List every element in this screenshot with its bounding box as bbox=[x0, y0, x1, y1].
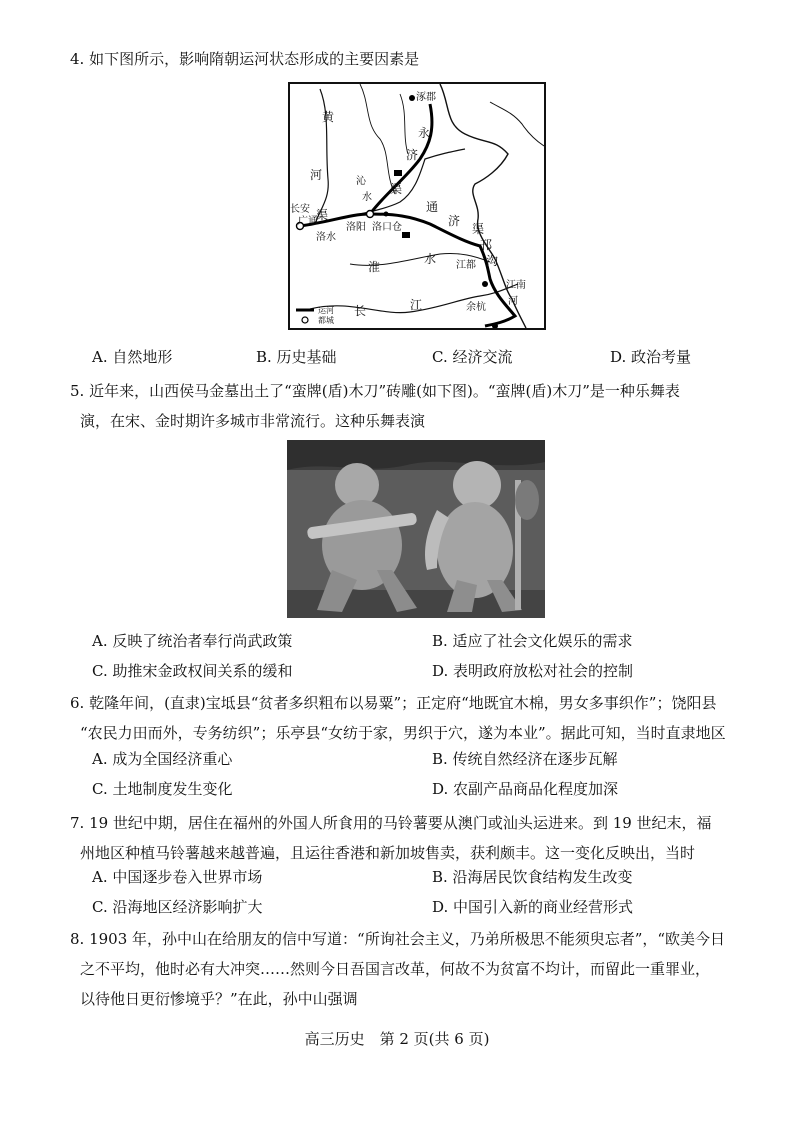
question-7-options-row-2 bbox=[92, 896, 742, 924]
map-label-shui2: 水 bbox=[424, 252, 437, 266]
question-5-options bbox=[92, 630, 742, 658]
option-a: A. 自然地形 bbox=[92, 348, 173, 366]
option-b: B. 传统自然经济在逐步瓦解 bbox=[432, 750, 618, 768]
option-b: B. 历史基础 bbox=[256, 348, 337, 366]
question-7-line-1: 7. 19 世纪中期，居住在福州的外国人所食用的马铃薯要从澳门或汕头运进来。到 19 世纪末，福 bbox=[70, 814, 712, 832]
map-label-shui1: 水 bbox=[362, 192, 372, 203]
map-label-chang: 长 bbox=[354, 304, 367, 318]
question-5-line-1: 5. 近年来，山西侯马金墓出土了“蛮牌(盾)木刀”砖雕(如下图)。“蛮牌(盾)木刀”是一种乐舞表 bbox=[70, 382, 680, 400]
map-label-qu1: 渠 bbox=[390, 182, 403, 196]
question-4-options bbox=[92, 346, 742, 374]
map-label-zhuojun: 涿郡 bbox=[416, 92, 436, 103]
question-5 bbox=[70, 376, 740, 436]
question-8 bbox=[70, 924, 740, 1014]
map-label-qu3: 渠 bbox=[472, 222, 485, 236]
option-b: B. 适应了社会文化娱乐的需求 bbox=[432, 632, 633, 650]
brick-carving-photo bbox=[287, 440, 545, 618]
option-c: C. 经济交流 bbox=[432, 348, 513, 366]
map-label-tong: 通 bbox=[426, 200, 439, 214]
question-4 bbox=[70, 44, 740, 74]
map-label-he2: 河 bbox=[508, 296, 518, 307]
option-d: D. 政治考量 bbox=[610, 348, 692, 366]
option-c: C. 沿海地区经济影响扩大 bbox=[92, 898, 263, 916]
option-c: C. 土地制度发生变化 bbox=[92, 780, 233, 798]
question-7-options bbox=[92, 866, 742, 894]
option-a: A. 成为全国经济重心 bbox=[92, 750, 233, 768]
question-7 bbox=[70, 808, 740, 868]
question-5-options-row-2 bbox=[92, 660, 742, 688]
option-d: D. 农副产品商品化程度加深 bbox=[432, 780, 619, 798]
question-6 bbox=[70, 688, 740, 748]
page-footer: 高三历史 第 2 页(共 6 页) bbox=[304, 1030, 490, 1048]
question-8-line-2: 之不平均，他时必有大冲突……然则今日吾国言改革，何故不为贫富不均计，而留此一重罪业， bbox=[80, 960, 711, 978]
question-6-line-1: 6. 乾隆年间，(直隶)宝坻县“贫者多织粗布以易粟”；正定府“地既宜木棉，男女多事织作”；饶阳县 bbox=[70, 694, 717, 712]
map-label-jiangnan: 江南 bbox=[506, 280, 526, 291]
question-8-line-1: 8. 1903 年，孙中山在给朋友的信中写道：“所询社会主义，乃弟所极思不能须臾忘者”，“欧美今日 bbox=[70, 930, 726, 948]
question-6-line-2: “农民力田而外，专务纺织”；乐亭县“女纺于家，男织于穴，遂为本业”。据此可知，当时直隶地区 bbox=[80, 724, 726, 742]
option-a: A. 反映了统治者奉行尚武政策 bbox=[92, 632, 293, 650]
map-label-he: 河 bbox=[310, 168, 323, 182]
map-label-ji1: 济 bbox=[406, 148, 419, 162]
option-c: C. 助推宋金政权间关系的缓和 bbox=[92, 662, 293, 680]
map-label-qu2: 渠 bbox=[316, 208, 329, 222]
option-b: B. 沿海居民饮食结构发生改变 bbox=[432, 868, 633, 886]
option-d: D. 中国引入新的商业经营形式 bbox=[432, 898, 634, 916]
map-label-guangtong: 广通 bbox=[298, 216, 318, 227]
question-6-options-row-2 bbox=[92, 778, 742, 806]
map-label-yuhang: 余杭 bbox=[466, 302, 486, 313]
map-label-changan: 长安 bbox=[290, 204, 310, 215]
question-5-line-2: 演，在宋、金时期许多城市非常流行。这种乐舞表演 bbox=[80, 412, 426, 430]
sui-canal-map bbox=[288, 82, 546, 330]
map-label-han: 邗 bbox=[480, 238, 493, 252]
map-label-jiangdu: 江都 bbox=[456, 260, 476, 271]
map-label-luoshui: 洛水 bbox=[316, 232, 336, 243]
question-6-options bbox=[92, 748, 742, 776]
map-label-qin: 沁 bbox=[356, 176, 366, 187]
question-7-line-2: 州地区种植马铃薯越来越普遍，且运往香港和新加坡售卖，获利颇丰。这一变化反映出，当时 bbox=[80, 844, 696, 862]
map-label-jiang: 江 bbox=[410, 298, 423, 312]
option-d: D. 表明政府放松对社会的控制 bbox=[432, 662, 634, 680]
map-label-luokoucang: 洛口仓 bbox=[372, 222, 402, 233]
map-label-ji2: 济 bbox=[448, 214, 461, 228]
map-label-gou: 沟 bbox=[486, 254, 499, 268]
map-label-luoyang: 洛阳 bbox=[346, 222, 366, 233]
map-label-huang: 黄 bbox=[322, 110, 335, 124]
map-legend-canal: 运河 bbox=[318, 306, 334, 315]
map-label-huai: 淮 bbox=[368, 260, 381, 274]
question-4-stem: 4. 如下图所示，影响隋朝运河状态形成的主要因素是 bbox=[70, 50, 420, 68]
option-a: A. 中国逐步卷入世界市场 bbox=[92, 868, 263, 886]
map-label-yong: 永 bbox=[418, 126, 431, 140]
question-8-line-3: 以待他日更衍惨境乎？”在此，孙中山强调 bbox=[80, 990, 358, 1008]
map-legend-capital: 都城 bbox=[318, 316, 334, 325]
brick-carving-image bbox=[287, 440, 545, 618]
